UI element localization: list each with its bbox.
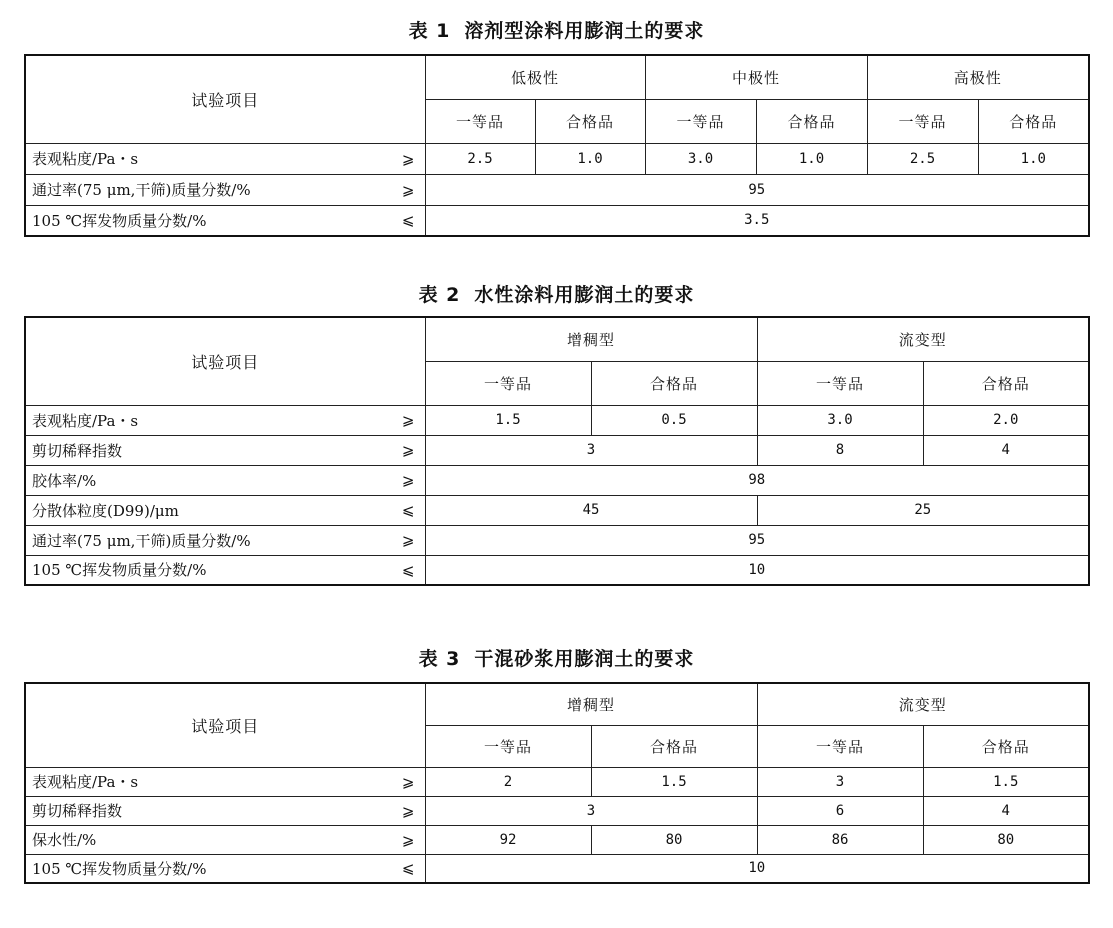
- table-cell-value: 45: [425, 495, 757, 525]
- table-cell-value: 0.5: [591, 405, 757, 435]
- table-cell-value: 1.0: [535, 143, 645, 174]
- comparison-sign: ⩾: [401, 471, 415, 489]
- table-cell-value: 86: [757, 825, 923, 854]
- table-row: [25, 495, 1089, 525]
- table-2-title: 水性涂料用膨润土的要求: [474, 284, 695, 306]
- table-cell-value: 2.5: [867, 143, 978, 174]
- table-1-subheader: 合格品: [535, 99, 645, 143]
- table-cell-value: 25: [757, 495, 1089, 525]
- table-cell-value: 6: [757, 796, 923, 825]
- table-cell-value: 2: [425, 767, 591, 796]
- table-cell-value: 3.0: [645, 143, 756, 174]
- comparison-sign: ⩾: [401, 180, 415, 199]
- table-cell-value: 1.0: [978, 143, 1089, 174]
- comparison-sign: ⩽: [401, 859, 415, 878]
- table-cell-value: 8: [757, 435, 923, 465]
- table-2-number: 表 2: [418, 284, 461, 306]
- table-cell-value: 10: [425, 555, 1089, 585]
- table-cell-value: 10: [425, 854, 1089, 883]
- table-cell-value: 1.0: [756, 143, 867, 174]
- table-3: [24, 682, 1090, 884]
- table-2-subheader: 合格品: [591, 361, 757, 405]
- table-2-subheader: 一等品: [757, 361, 923, 405]
- table-cell-value: 80: [591, 825, 757, 854]
- table-row: [25, 205, 1089, 236]
- comparison-sign: ⩽: [401, 560, 415, 579]
- row-item-label: 通过率(75 μm,干筛)质量分数/%: [32, 531, 251, 550]
- row-item-label: 保水性/%: [32, 831, 97, 849]
- table-2-subheader: 一等品: [425, 361, 591, 405]
- table-2-group-thickening: 增稠型: [425, 317, 757, 361]
- row-item-label: 105 ℃挥发物质量分数/%: [32, 211, 207, 230]
- table-1-subheader: 合格品: [756, 99, 867, 143]
- table-row: [25, 525, 1089, 555]
- comparison-sign: ⩾: [401, 801, 415, 820]
- table-row: [25, 174, 1089, 205]
- comparison-sign: ⩾: [401, 531, 415, 549]
- table-row: [25, 555, 1089, 585]
- table-cell-value: 95: [425, 525, 1089, 555]
- comparison-sign: ⩾: [401, 830, 415, 849]
- table-cell-value: 92: [425, 825, 591, 854]
- table-3-subheader: 合格品: [591, 725, 757, 767]
- table-row: [25, 465, 1089, 495]
- table-2: [24, 316, 1090, 586]
- table-3-subheader: 一等品: [425, 725, 591, 767]
- table-cell-value: 1.5: [425, 405, 591, 435]
- table-3-caption: [0, 644, 1113, 671]
- table-row: [25, 825, 1089, 854]
- table-1-group-mid-polarity: 中极性: [645, 55, 867, 99]
- table-2-item-header: 试验项目: [25, 317, 425, 405]
- table-1-number: 表 1: [408, 20, 451, 42]
- table-1-subheader: 一等品: [425, 99, 535, 143]
- row-item-label: 表观粘度/Pa・s: [32, 773, 139, 791]
- row-item-label: 分散体粒度(D99)/μm: [32, 501, 179, 520]
- row-item-label: 通过率(75 μm,干筛)质量分数/%: [32, 181, 251, 199]
- table-1-caption: [0, 16, 1113, 43]
- table-cell-value: 1.5: [591, 767, 757, 796]
- comparison-sign: ⩽: [401, 501, 415, 519]
- table-1-subheader: 一等品: [645, 99, 756, 143]
- table-cell-value: 3.0: [757, 405, 923, 435]
- table-row: [25, 854, 1089, 883]
- table-cell-value: 3: [425, 435, 757, 465]
- table-cell-value: 98: [425, 465, 1089, 495]
- table-3-number: 表 3: [418, 648, 461, 670]
- row-item-label: 剪切稀释指数: [32, 441, 123, 460]
- table-row: [25, 767, 1089, 796]
- table-row: [25, 405, 1089, 435]
- table-2-group-rheology: 流变型: [757, 317, 1089, 361]
- table-1-group-high-polarity: 高极性: [867, 55, 1089, 99]
- table-3-title: 干混砂浆用膨润土的要求: [474, 648, 695, 670]
- comparison-sign: ⩾: [401, 411, 415, 429]
- table-cell-value: 3.5: [425, 205, 1089, 236]
- table-3-subheader: 一等品: [757, 725, 923, 767]
- table-cell-value: 80: [923, 825, 1089, 854]
- table-1: [24, 54, 1090, 237]
- table-2-subheader: 合格品: [923, 361, 1089, 405]
- table-1-group-low-polarity: 低极性: [425, 55, 645, 99]
- table-row: [25, 143, 1089, 174]
- table-3-subheader: 合格品: [923, 725, 1089, 767]
- table-row: [25, 435, 1089, 465]
- table-cell-value: 3: [425, 796, 757, 825]
- row-item-label: 剪切稀释指数: [32, 802, 123, 820]
- comparison-sign: ⩾: [401, 772, 415, 791]
- table-3-group-rheology: 流变型: [757, 683, 1089, 725]
- table-cell-value: 2.0: [923, 405, 1089, 435]
- row-item-label: 表观粘度/Pa・s: [32, 411, 139, 430]
- row-item-label: 105 ℃挥发物质量分数/%: [32, 859, 207, 878]
- comparison-sign: ⩾: [401, 149, 415, 168]
- table-1-subheader: 一等品: [867, 99, 978, 143]
- row-item-label: 表观粘度/Pa・s: [32, 150, 139, 168]
- table-row: [25, 796, 1089, 825]
- table-cell-value: 4: [923, 435, 1089, 465]
- table-cell-value: 1.5: [923, 767, 1089, 796]
- table-cell-value: 4: [923, 796, 1089, 825]
- table-1-title: 溶剂型涂料用膨润土的要求: [464, 20, 705, 42]
- row-item-label: 105 ℃挥发物质量分数/%: [32, 561, 207, 580]
- table-cell-value: 95: [425, 174, 1089, 205]
- comparison-sign: ⩽: [401, 211, 415, 230]
- table-1-item-header: 试验项目: [25, 55, 425, 143]
- table-1-subheader: 合格品: [978, 99, 1089, 143]
- table-3-group-thickening: 增稠型: [425, 683, 757, 725]
- table-3-item-header: 试验项目: [25, 683, 425, 767]
- table-cell-value: 3: [757, 767, 923, 796]
- row-item-label: 胶体率/%: [32, 471, 97, 490]
- comparison-sign: ⩾: [401, 441, 415, 459]
- table-cell-value: 2.5: [425, 143, 535, 174]
- table-2-caption: [0, 280, 1113, 307]
